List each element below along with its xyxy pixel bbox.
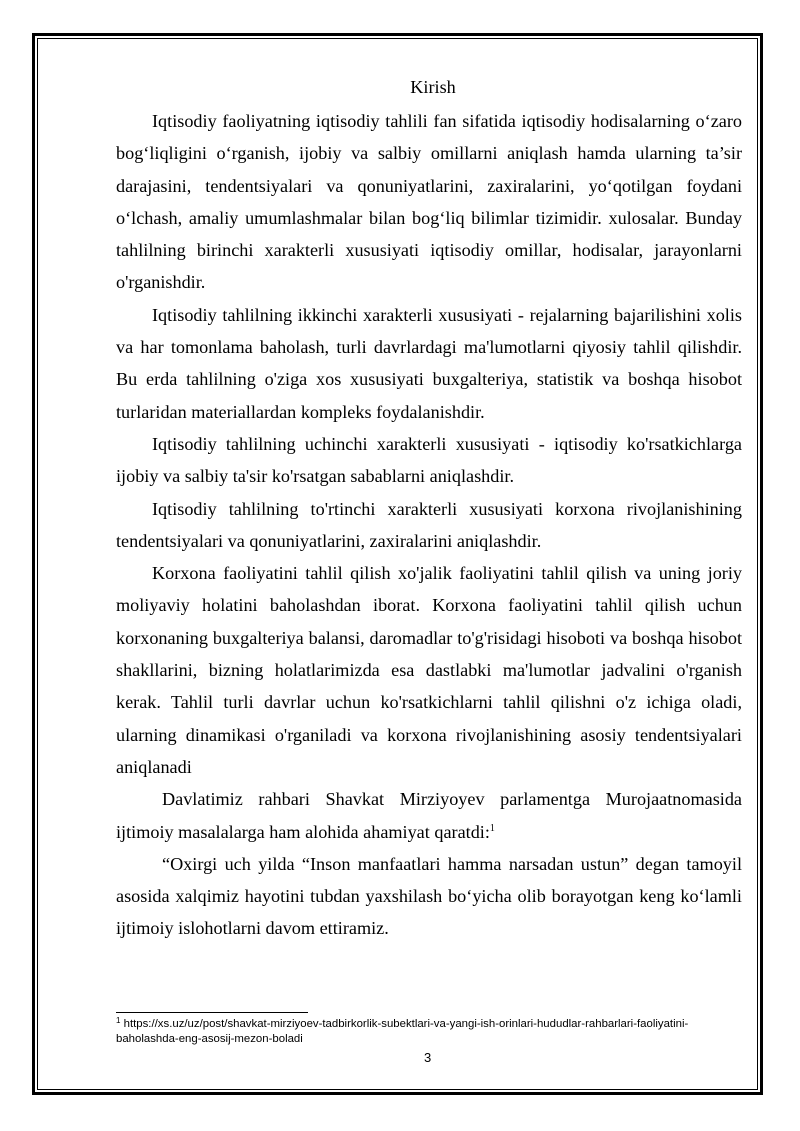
page-title: Kirish bbox=[410, 77, 456, 97]
page-number: 3 bbox=[424, 1050, 432, 1065]
footnote-separator bbox=[116, 1012, 308, 1013]
footnote-link[interactable]: https://xs.uz/uz/post/shavkat-mirziyoev-tadbirkorlik-subektlari-va-yangi-ish-orinlari-hududlar-rahbarlari-faoliyatini-baholashda-eng-asosij-mezon-boladi bbox=[116, 1018, 689, 1045]
paragraph-6-text: Davlatimiz rahbari Shavkat Mirziyoyev parlamentga Murojaatnomasida ijtimoiy masalalarga ham alohida ahamiyat qaratdi: bbox=[116, 789, 742, 842]
page-body bbox=[116, 74, 742, 945]
footnote-marker: 1 bbox=[116, 1016, 121, 1025]
paragraph-1: Iqtisodiy faoliyatning iqtisodiy tahlili fan sifatida iqtisodiy hodisalarning o‘zaro bog‘liqligini o‘rganish, ijobiy va salbiy omillarni aniqlash hamda ularning ta’sir darajasini, tendentsiyalari va qonuniyatlarini, zaxiralarini, yo‘qotilgan foydani o‘lchash, amaliy umumlashmalar bilan bog‘liq bilimlar tizimidir. xulosalar. Bunday tahlilning birinchi xarakterli xususiyati iqtisodiy omillar, hodisalar, jarayonlarni o'rganishdir. bbox=[116, 111, 742, 293]
paragraph-2: Iqtisodiy tahlilning ikkinchi xarakterli xususiyati - rejalarning bajarilishini xolis va har tomonlama baholash, turli davrlardagi ma'lumotlarni qiyosiy tahlil qilishdir. Bu erda tahlilning o'ziga xos xususiyati buxgalteriya, statistik va boshqa hisobot turlaridan materiallardan kompleks foydalanishdir. bbox=[116, 304, 742, 422]
paragraph-5: Korxona faoliyatini tahlil qilish xo'jalik faoliyatini tahlil qilish va uning joriy moliyaviy holatini baholashdan iborat. Korxona faoliyatini tahlil qilish uchun korxonaning buxgalteriya balansi, daromadlar to'g'risidagi hisoboti va boshqa hisobot shakllarini, bizning holatlarimizda esa dastlabki ma'lumotlar jadvalini o'rganish kerak. Tahlil turli davrlar uchun ko'rsatkichlarni tahlil qilishni o'z ichiga oladi, ularning dinamikasi o'rganiladi va korxona rivojlanishining asosiy tendentsiyalari aniqlanadi bbox=[116, 563, 742, 777]
paragraph-3: Iqtisodiy tahlilning uchinchi xarakterli xususiyati - iqtisodiy ko'rsatkichlarga ijobiy va salbiy ta'sir ko'rsatgan sabablarni aniqlashdir. bbox=[116, 433, 742, 487]
footnote-reference[interactable]: 1 bbox=[489, 822, 495, 834]
paragraph-4: Iqtisodiy tahlilning to'rtinchi xarakterli xususiyati korxona rivojlanishining tendentsiyalari va qonuniyatlarini, zaxiralarini aniqlashdir. bbox=[116, 498, 742, 551]
paragraph-7: “Oxirgi uch yilda “Inson manfaatlari hamma narsadan ustun” degan tamoyil asosida xalqimiz hayotini tubdan yaxshilash bo‘yicha olib borayotgan keng ko‘lamli ijtimoiy islohotlarni davom ettiramiz. bbox=[116, 853, 742, 939]
paragraph-6 bbox=[116, 783, 742, 848]
footnote bbox=[116, 1017, 746, 1047]
